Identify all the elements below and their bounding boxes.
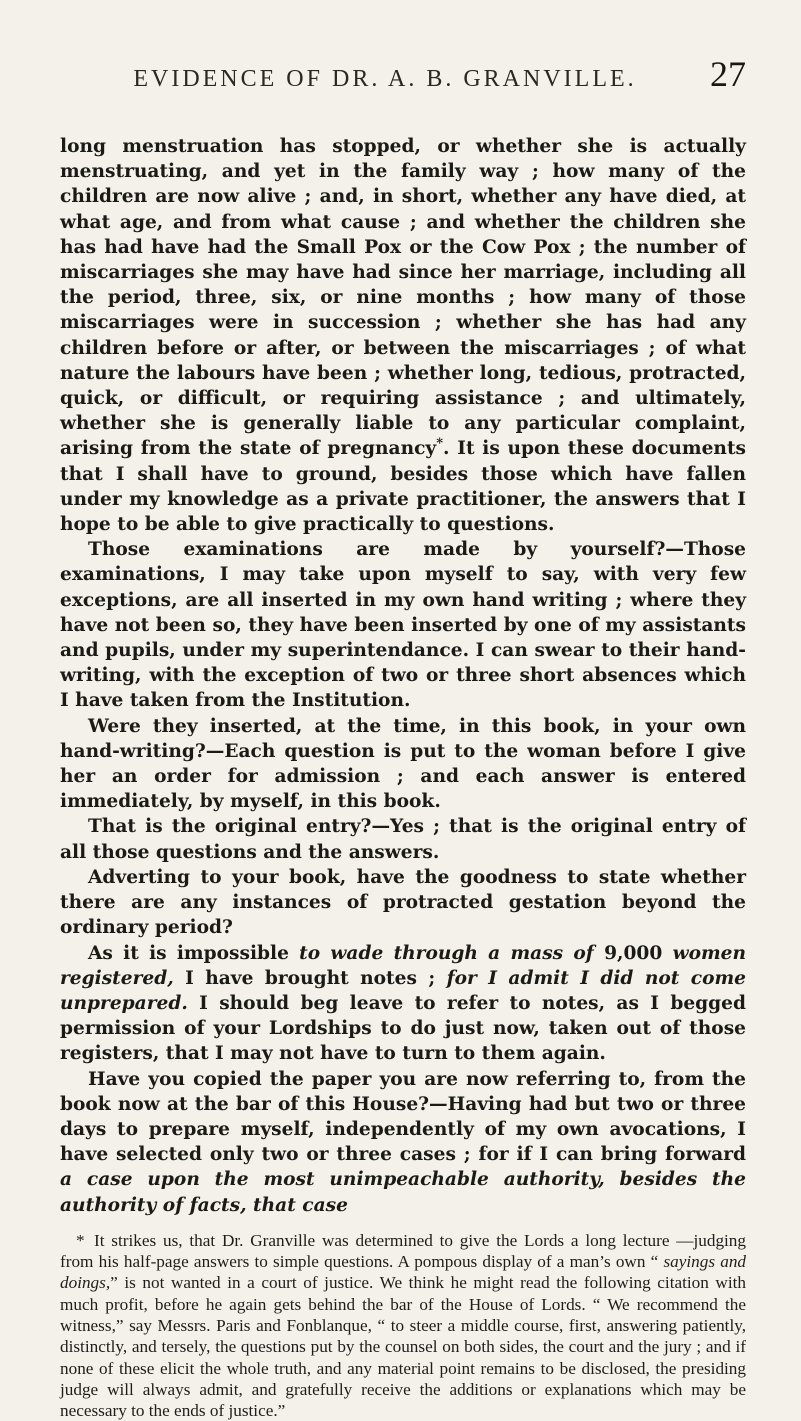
text-run: As it is impossible bbox=[88, 942, 300, 964]
paragraph-answer-notes bbox=[60, 941, 746, 1067]
page-number: 27 bbox=[710, 54, 746, 94]
text-run: I should beg leave to refer to notes, as I begged permission of your Lordships to do just now, taken out of those registers, that I may not have to turn to them again. bbox=[60, 992, 746, 1065]
italic-run: a case upon the most unimpeachable authority, besides the authority of facts, that case bbox=[60, 1169, 746, 1216]
paragraph-question-examinations: Those examinations are made by yourself?—Those examinations, I may take upon myself to say, with very few exceptions, are all inserted in my own hand writing ; where they have not been so, they have been inserted by one of my assistants and pupils, under my superintendance. I can swear to their hand-writing, with the exception of two or three short absences which I have taken from the Institution. bbox=[60, 539, 746, 712]
text-run: 9,000 bbox=[593, 942, 673, 964]
text-run: Have you copied the paper you are now referring to, from the book now at the bar of this House?—Having had but two or three days to prepare myself, independently of my own avocations, I have selected only two or three cases ; for if I can bring forward bbox=[60, 1068, 746, 1166]
running-title: EVIDENCE OF DR. A. B. GRANVILLE. bbox=[133, 66, 637, 92]
italic-run: for I admit I did not come unprepared. bbox=[60, 967, 746, 1014]
text-run: I have brought notes ; bbox=[173, 967, 447, 989]
paragraph-question-inserted: Were they inserted, at the time, in this book, in your own hand-writing?—Each question is put to the woman before I give her an order for admission ; and each answer is entered immediately, by myself, in this book. bbox=[60, 715, 746, 813]
paragraph-text: long menstruation has stopped, or whether she is actually menstruating, and yet in the family way ; how many of the children are now alive ; and, in short, whether any have died, at what age, and from what cause ; and whether the children she has had have had the Small Pox or the Cow Pox ; the number of miscarriages she may have had since her marriage, including all the period, three, six, or nine months ; how many of those miscarriages were in succession ; whether she has had any children before or after, or between the miscarriages ; of what nature the labours have been ; whether long, tedious, protracted, quick, or difficult, or requiring assistance ; and ultimately, whether she is generally liable to any particular complaint, arising from the state of pregnancy bbox=[60, 136, 746, 460]
italic-run: women registered, bbox=[60, 942, 746, 989]
body-text bbox=[60, 134, 746, 1218]
footnote-reference: * bbox=[436, 436, 444, 452]
footnote-mark: * bbox=[76, 1230, 85, 1250]
paragraph-question-protracted-gestation: Adverting to your book, have the goodness to state whether there are any instances of protracted gestation beyond the ordinary period? bbox=[60, 866, 746, 939]
footnote-text: It strikes us, that Dr. Granville was determined to give the Lords a long lecture —judging from his half-page answers to simple questions. A pompous display of a man’s own “ bbox=[60, 1230, 746, 1272]
running-header bbox=[60, 56, 746, 96]
footnote-italic: sayings and doings, bbox=[60, 1252, 747, 1293]
footnote-text-tail: ” is not wanted in a court of justice. We think he might read the following citation with much profit, before he again gets behind the bar of the House of Lords. “ We recommend the witness,” say Messrs. Paris and Fonblanque, “ to steer a middle course, first, answering patiently, distinctly, and tersely, the questions put by the counsel on both sides, the court and the jury ; and if none of these elicit the whole truth, and any material point remains to be disclosed, the presiding judge will always admit, and gratefully receive the additions or explanations which may be necessary to the ends of justice.” bbox=[60, 1273, 746, 1421]
footnote bbox=[60, 1230, 746, 1421]
italic-run: to wade through a mass of bbox=[299, 942, 594, 964]
paragraph-question-copied-paper bbox=[60, 1067, 746, 1218]
paragraph-question-original-entry: That is the original entry?—Yes ; that is the original entry of all those questions and the answers. bbox=[60, 816, 746, 863]
paragraph-text-tail: . It is upon these documents that I shall have to ground, besides those which have fallen under my knowledge as a private practitioner, the answers that I hope to be able to give practically to questions. bbox=[60, 438, 746, 536]
paragraph-continuation bbox=[60, 134, 746, 537]
